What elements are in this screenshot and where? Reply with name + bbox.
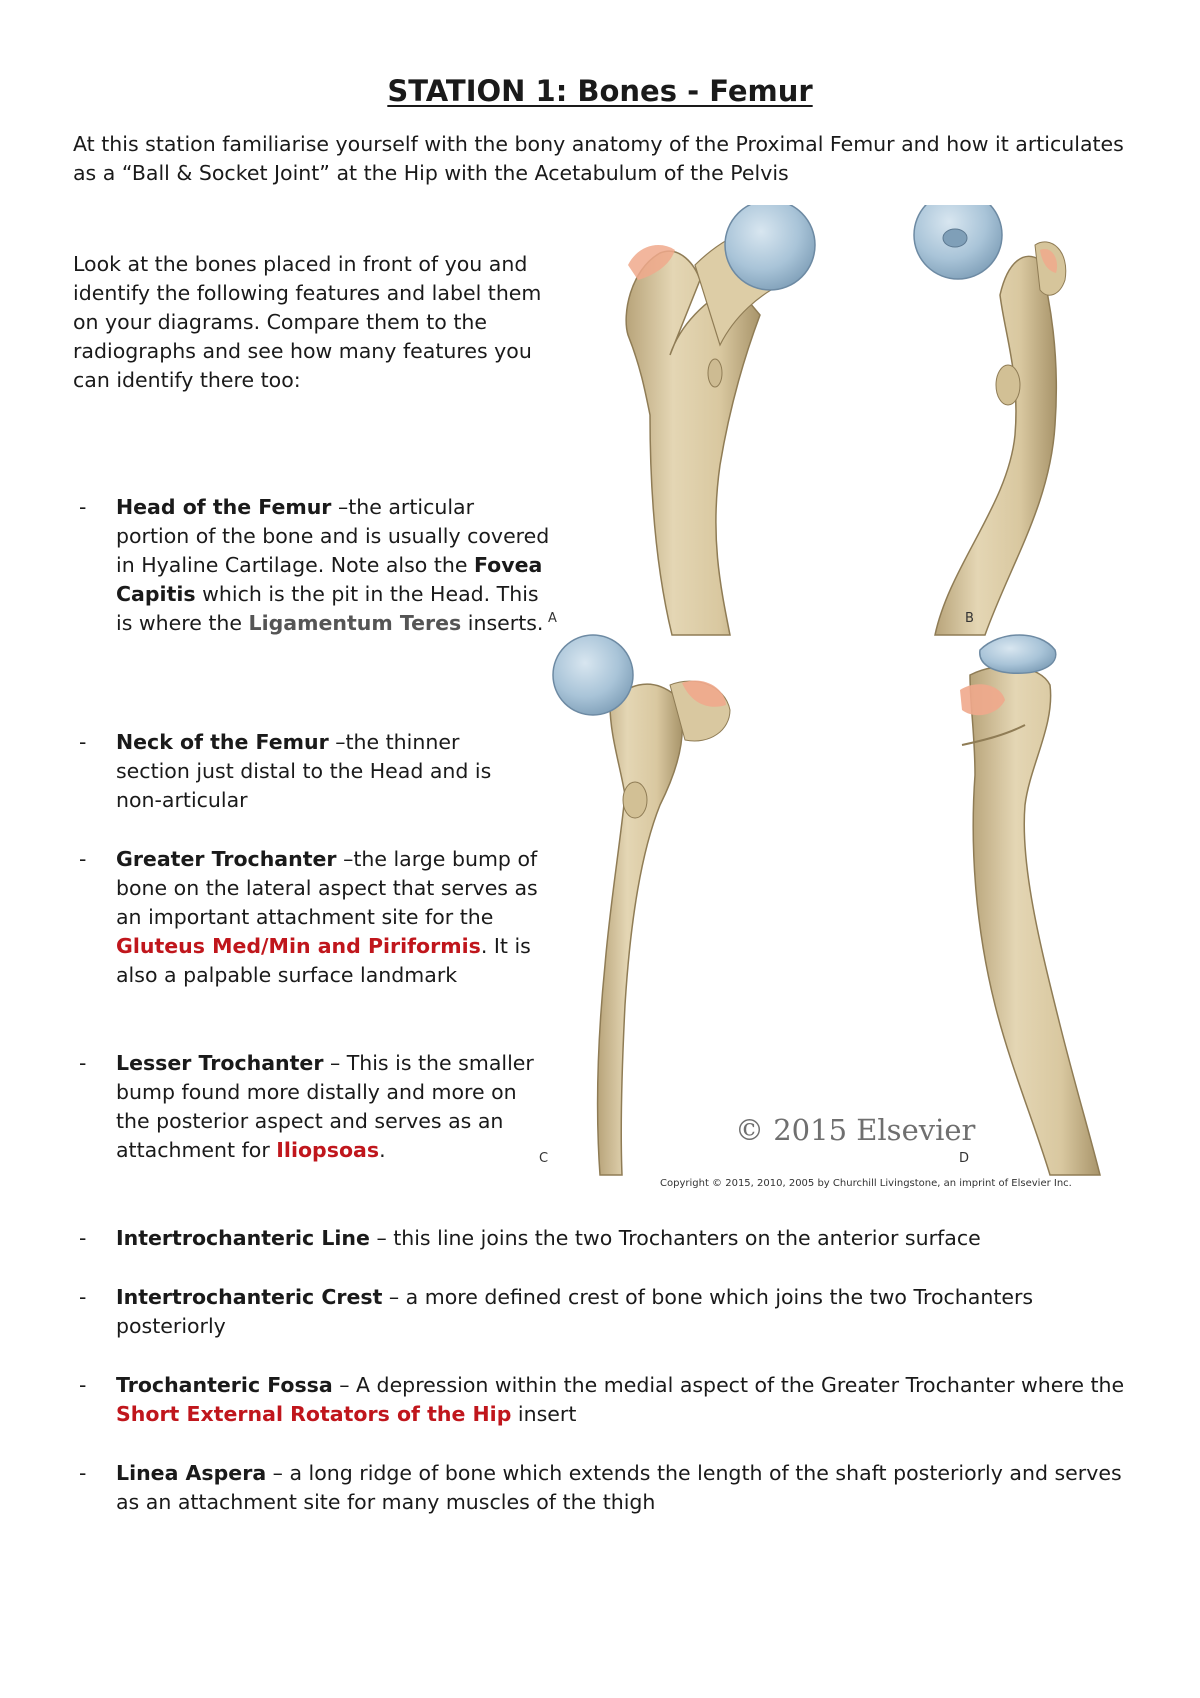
feature-term: Intertrochanteric Crest bbox=[116, 1285, 383, 1309]
feature-text bbox=[116, 1283, 1046, 1341]
femur-view-b bbox=[914, 205, 1066, 635]
feature-description: –the thinner section just distal to the Head and is non-articular bbox=[116, 730, 492, 812]
figure-label-c: C bbox=[539, 1151, 549, 1166]
feature-text bbox=[116, 493, 551, 638]
bullet-dash: - bbox=[79, 1226, 87, 1250]
bullet-dash: - bbox=[79, 1285, 87, 1309]
figure-label-a: A bbox=[548, 611, 557, 626]
fovea-capitis-b bbox=[943, 229, 967, 247]
feature-text bbox=[116, 728, 536, 815]
feature-description: which is the pit in the Head. This is where the bbox=[116, 582, 539, 635]
feature-description: –the large bump of bone on the lateral aspect that serves as an important attachment site for the bbox=[116, 847, 538, 929]
feature-trochanteric-fossa bbox=[73, 1371, 1133, 1429]
feature-text bbox=[116, 1371, 1133, 1429]
bullet-dash: - bbox=[79, 1461, 87, 1485]
lesser-trochanter-a bbox=[708, 359, 722, 387]
femur-view-d bbox=[960, 635, 1100, 1175]
feature-description: – This is the smaller bump found more distally and more on the posterior aspect and serves as an attachment for bbox=[116, 1051, 534, 1162]
instructions-paragraph: Look at the bones placed in front of you and identify the following features and label them on your diagrams. Compare them to the radiographs and see how many features you can identify there too: bbox=[73, 252, 542, 392]
feature-description: insert bbox=[511, 1402, 577, 1426]
figure-label-b: B bbox=[965, 611, 974, 626]
femoral-head-c bbox=[553, 635, 633, 715]
feature-term: Greater Trochanter bbox=[116, 847, 337, 871]
lesser-trochanter-c bbox=[623, 782, 647, 818]
femur-view-a bbox=[626, 205, 815, 635]
feature-description: – A depression within the medial aspect of the Greater Trochanter where the bbox=[332, 1373, 1125, 1397]
femur-shaft-b bbox=[935, 256, 1056, 635]
lesser-trochanter-b bbox=[996, 365, 1020, 405]
feature-term: Trochanteric Fossa bbox=[116, 1373, 333, 1397]
femoral-head-d bbox=[980, 635, 1056, 673]
page-title: STATION 1: Bones - Femur bbox=[387, 74, 813, 108]
feature-term: Lesser Trochanter bbox=[116, 1051, 324, 1075]
feature-head-of-femur bbox=[73, 493, 563, 638]
feature-lesser-trochanter bbox=[73, 1049, 563, 1165]
bullet-dash: - bbox=[79, 730, 87, 754]
ligamentum-teres-term: Ligamentum Teres bbox=[248, 611, 462, 635]
iliopsoas-term: Iliopsoas bbox=[276, 1138, 380, 1162]
feature-term: Neck of the Femur bbox=[116, 730, 329, 754]
gluteus-piriformis-term: Gluteus Med/Min and Piriformis bbox=[116, 934, 481, 958]
feature-term: Linea Aspera bbox=[116, 1461, 267, 1485]
copyright-watermark: © 2015 Elsevier bbox=[735, 1113, 976, 1147]
feature-term: Intertrochanteric Line bbox=[116, 1226, 370, 1250]
bullet-dash: - bbox=[79, 847, 87, 871]
feature-term: Head of the Femur bbox=[116, 495, 332, 519]
femur-illustration-svg bbox=[530, 205, 1180, 1195]
bullet-dash: - bbox=[79, 1373, 87, 1397]
feature-description: – this line joins the two Trochanters on the anterior surface bbox=[369, 1226, 981, 1250]
feature-linea-aspera bbox=[73, 1459, 1133, 1517]
feature-description: . It is also a palpable surface landmark bbox=[116, 934, 531, 987]
femur-shaft-c bbox=[598, 684, 683, 1175]
feature-description: – a long ridge of bone which extends the length of the shaft posteriorly and serves as an attachment site for many muscles of the thigh bbox=[116, 1461, 1122, 1514]
feature-description: . bbox=[379, 1138, 386, 1162]
feature-intertrochanteric-line bbox=[73, 1224, 1133, 1253]
feature-intertrochanteric-crest bbox=[73, 1283, 1133, 1341]
feature-greater-trochanter bbox=[73, 845, 563, 990]
feature-description: –the articular portion of the bone and is usually covered in Hyaline Cartilage. Note also the bbox=[116, 495, 550, 577]
feature-text bbox=[116, 1049, 541, 1165]
feature-text bbox=[116, 1459, 1133, 1517]
bullet-dash: - bbox=[79, 1051, 87, 1075]
femur-view-c bbox=[553, 635, 730, 1175]
bullet-dash: - bbox=[79, 495, 87, 519]
femur-illustration bbox=[530, 205, 1180, 1195]
fovea-capitis-term: Fovea Capitis bbox=[116, 553, 543, 606]
feature-description: – a more defined crest of bone which joins the two Trochanters posteriorly bbox=[116, 1285, 1034, 1338]
short-external-rotators-term: Short External Rotators of the Hip bbox=[116, 1402, 512, 1426]
feature-neck-of-femur bbox=[73, 728, 563, 815]
feature-text bbox=[116, 1224, 1133, 1253]
publisher-credit: Copyright © 2015, 2010, 2005 by Churchill Livingstone, an imprint of Elsevier Inc. bbox=[660, 1178, 1072, 1189]
femur-shaft-d bbox=[970, 666, 1100, 1175]
figure-label-d: D bbox=[959, 1151, 970, 1166]
femoral-head-a bbox=[725, 205, 815, 290]
feature-text bbox=[116, 845, 541, 990]
intro-paragraph: At this station familiarise yourself with the bony anatomy of the Proximal Femur and how it articulates as a “Ball & Socket Joint” at the Hip with the Acetabulum of the Pelvis bbox=[73, 132, 1124, 185]
feature-description: inserts. bbox=[461, 611, 544, 635]
